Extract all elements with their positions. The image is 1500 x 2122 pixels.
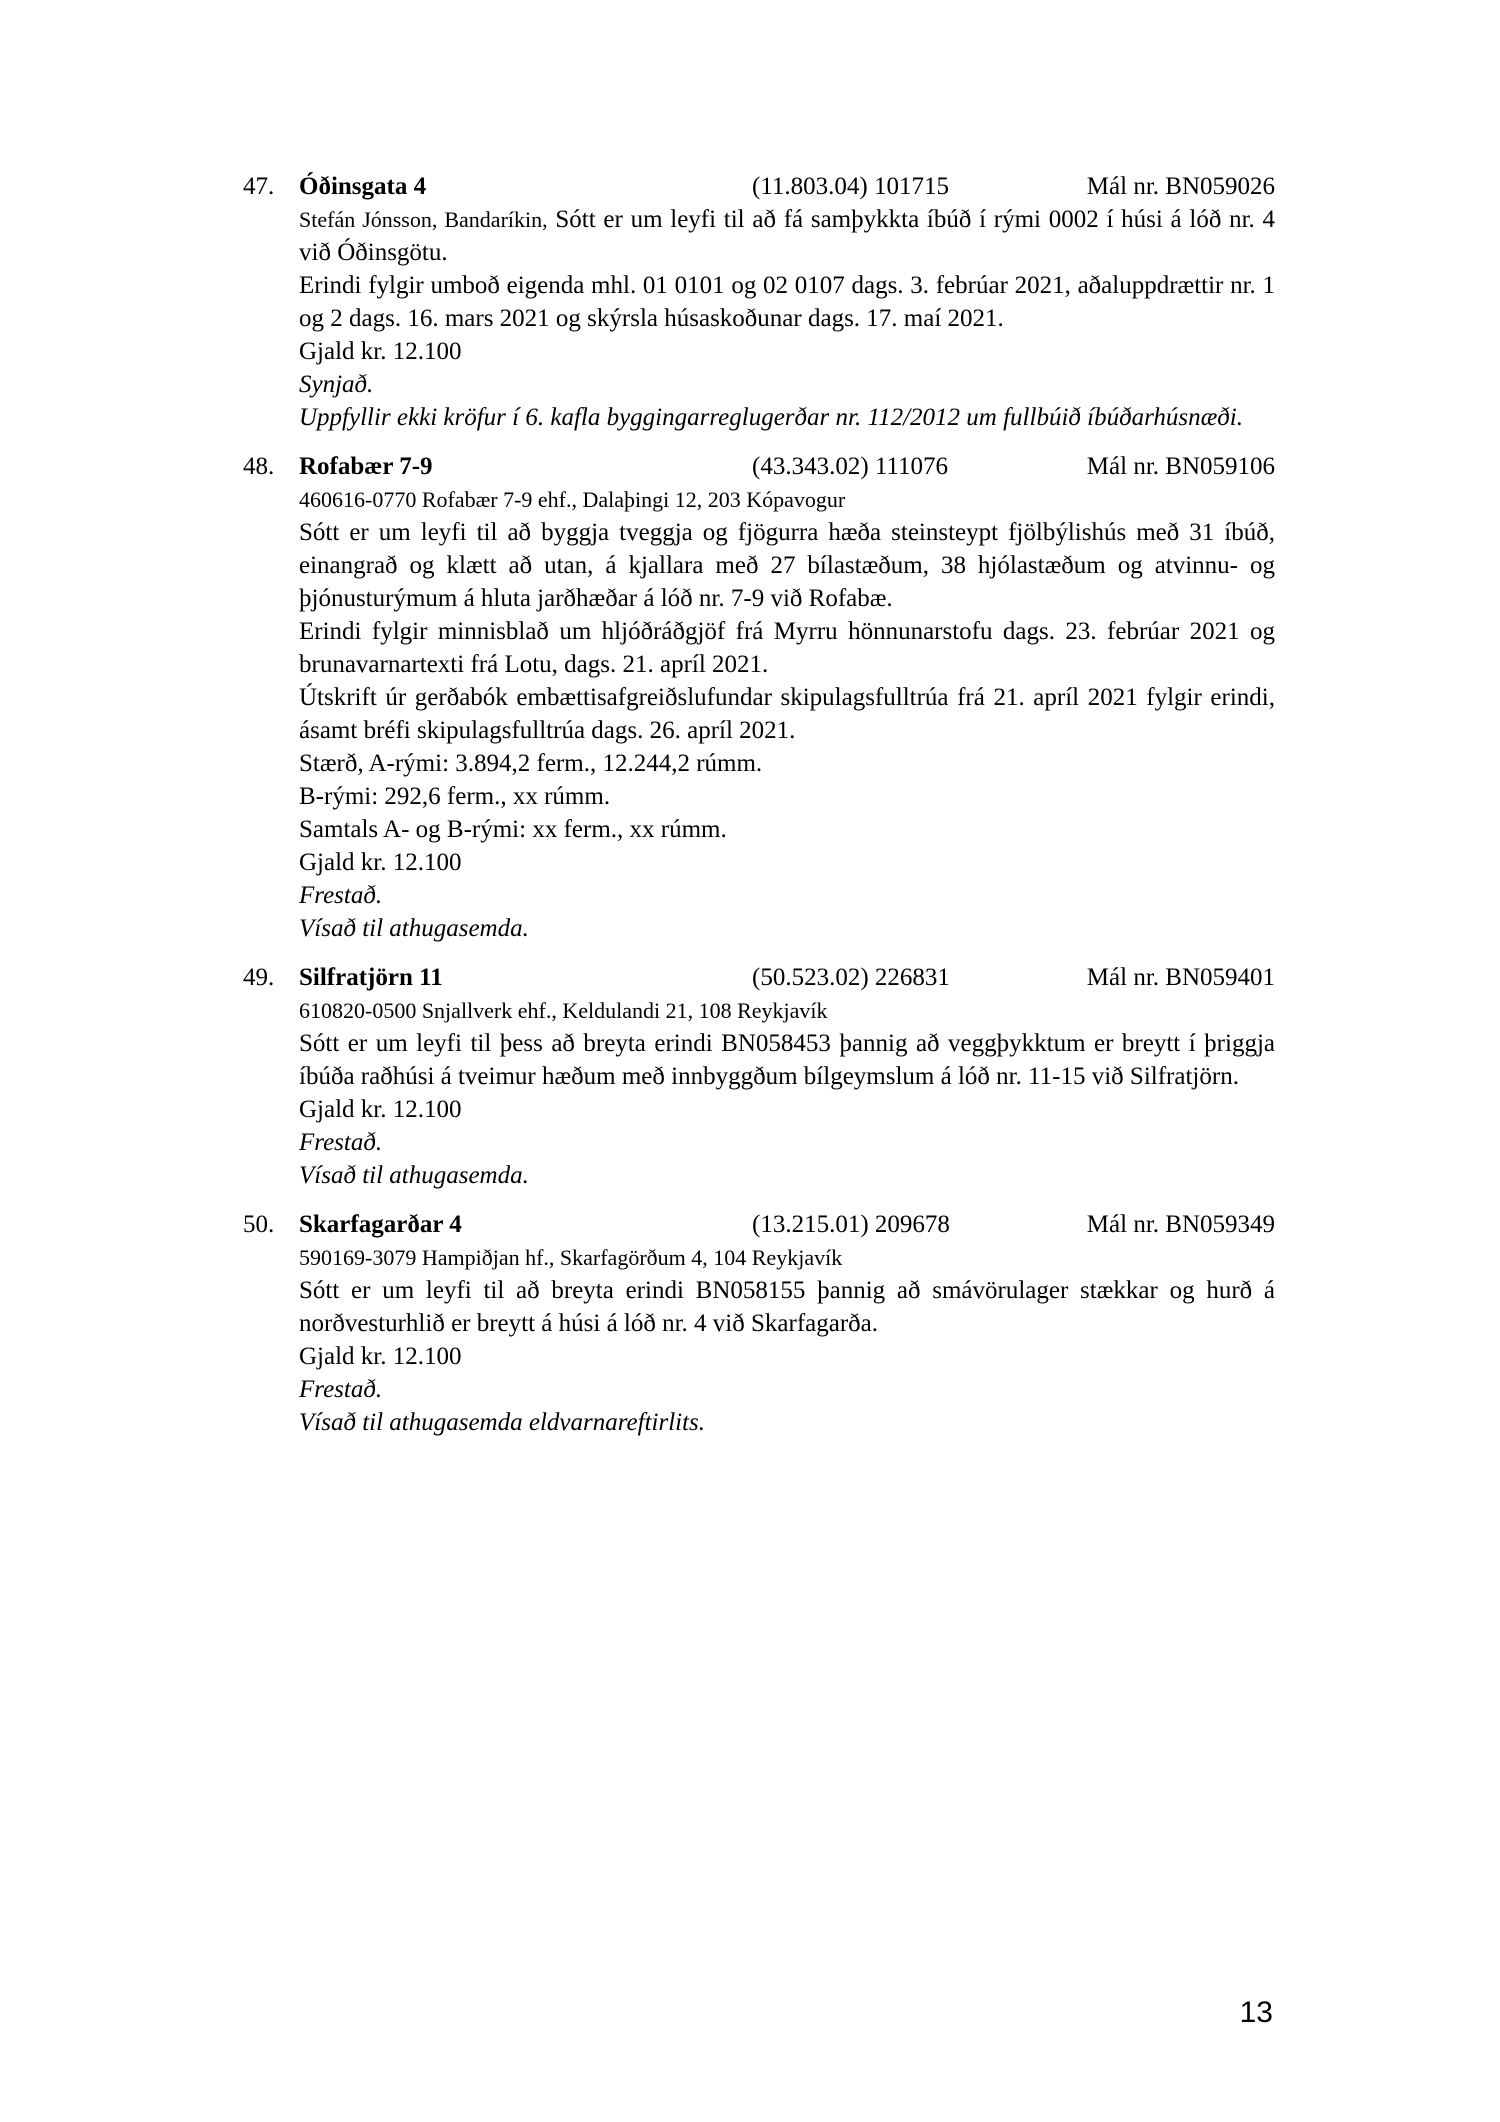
- case-item-48: [243, 450, 1275, 945]
- page-number: 13: [1239, 1996, 1273, 2029]
- item-number: 47.: [243, 173, 275, 200]
- item-fee: Gjald kr. 12.100: [299, 1343, 462, 1370]
- item-header: [299, 1208, 1275, 1241]
- item-size-line: Samtals A- og B-rými: xx ferm., xx rúmm.: [299, 816, 727, 843]
- item-fee: Gjald kr. 12.100: [299, 338, 462, 365]
- item-size-line: Stærð, A-rými: 3.894,2 ferm., 12.244,2 rúmm.: [299, 750, 763, 777]
- item-size-line: B-rými: 292,6 ferm., xx rúmm.: [299, 783, 611, 810]
- item-fee: Gjald kr. 12.100: [299, 849, 462, 876]
- item-request: [299, 203, 1275, 269]
- case-item-50: [243, 1208, 1275, 1439]
- item-attachments: Erindi fylgir umboð eigenda mhl. 01 0101 og 02 0107 dags. 3. febrúar 2021, aðaluppdrættir nr. 1 og 2 dags. 16. mars 2021 og skýrsla húsaskoðunar dags. 17. maí 2021.: [299, 272, 1275, 332]
- agenda-items-list: [243, 170, 1275, 1455]
- item-case-number: Mál nr. BN059401: [1086, 964, 1275, 991]
- case-item-49: [243, 961, 1275, 1192]
- item-file-reference: (13.215.01) 209678: [752, 1211, 950, 1238]
- item-attachments: Erindi fylgir minnisblað um hljóðráðgjöf frá Myrru hönnunarstofu dags. 23. febrúar 2021 og brunavarnartexti frá Lotu, dags. 21. apríl 2021.: [299, 618, 1275, 678]
- item-number: 49.: [243, 964, 275, 991]
- item-header: [299, 170, 1275, 203]
- item-attachments: Útskrift úr gerðabók embættisafgreiðslufundar skipulagsfulltrúa frá 21. apríl 2021 fylgir erindi, ásamt bréfi skipulagsfulltrúa dags. 26. apríl 2021.: [299, 684, 1275, 744]
- item-number: 50.: [243, 1211, 275, 1238]
- item-decision-note: Vísað til athugasemda.: [299, 915, 529, 942]
- item-header: [299, 961, 1275, 994]
- case-item-47: [243, 170, 1275, 434]
- item-decision: Frestað.: [299, 1129, 383, 1156]
- item-file-reference: (50.523.02) 226831: [752, 964, 950, 991]
- item-case-number: Mál nr. BN059106: [1086, 453, 1275, 480]
- item-applicant: 460616-0770 Rofabær 7-9 ehf., Dalaþingi 12, 203 Kópavogur: [299, 487, 846, 512]
- item-title: Silfratjörn 11: [299, 964, 443, 991]
- item-fee: Gjald kr. 12.100: [299, 1096, 462, 1123]
- item-decision: Frestað.: [299, 882, 383, 909]
- item-number: 48.: [243, 453, 275, 480]
- item-decision-note: Vísað til athugasemda eldvarnareftirlits.: [299, 1409, 706, 1436]
- item-header: [299, 450, 1275, 483]
- item-decision-note: Vísað til athugasemda.: [299, 1162, 529, 1189]
- item-decision-note: Uppfyllir ekki kröfur í 6. kafla byggingarreglugerðar nr. 112/2012 um fullbúið íbúðarhúsnæði.: [299, 404, 1243, 431]
- item-file-reference: (43.343.02) 111076: [752, 453, 949, 480]
- item-file-reference: (11.803.04) 101715: [752, 173, 949, 200]
- item-case-number: Mál nr. BN059349: [1086, 1211, 1275, 1238]
- item-request: Sótt er um leyfi til að breyta erindi BN058155 þannig að smávörulager stækkar og hurð á norðvesturhlið er breytt á húsi á lóð nr. 4 við Skarfagarða.: [299, 1277, 1275, 1337]
- item-decision: Synjað.: [299, 371, 374, 398]
- item-request: Sótt er um leyfi til þess að breyta erindi BN058453 þannig að veggþykktum er breytt í þriggja íbúða raðhúsi á tveimur hæðum með innbyggðum bílgeymslum á lóð nr. 11-15 við Silfratjörn.: [299, 1030, 1275, 1090]
- item-request-text: Sótt er um leyfi til að fá samþykkta íbúð í rými 0002 í húsi á lóð nr. 4 við Óðinsgötu.: [299, 206, 1275, 266]
- item-decision: Frestað.: [299, 1376, 383, 1403]
- item-title: Óðinsgata 4: [299, 173, 427, 200]
- item-title: Skarfagarðar 4: [299, 1211, 462, 1238]
- item-applicant: 610820-0500 Snjallverk ehf., Keldulandi 21, 108 Reykjavík: [299, 998, 828, 1023]
- item-title: Rofabær 7-9: [299, 453, 433, 480]
- item-applicant: Stefán Jónsson, Bandaríkin,: [299, 207, 548, 232]
- item-request: Sótt er um leyfi til að byggja tveggja og fjögurra hæða steinsteypt fjölbýlishús með 31 íbúð, einangrað og klætt að utan, á kjallara með 27 bílastæðum, 38 hjólastæðum og atvinnu- og þjónusturýmum á hluta jarðhæðar á lóð nr. 7-9 við Rofabæ.: [299, 519, 1275, 612]
- item-applicant: 590169-3079 Hampiðjan hf., Skarfagörðum 4, 104 Reykjavík: [299, 1245, 843, 1270]
- item-case-number: Mál nr. BN059026: [1086, 173, 1275, 200]
